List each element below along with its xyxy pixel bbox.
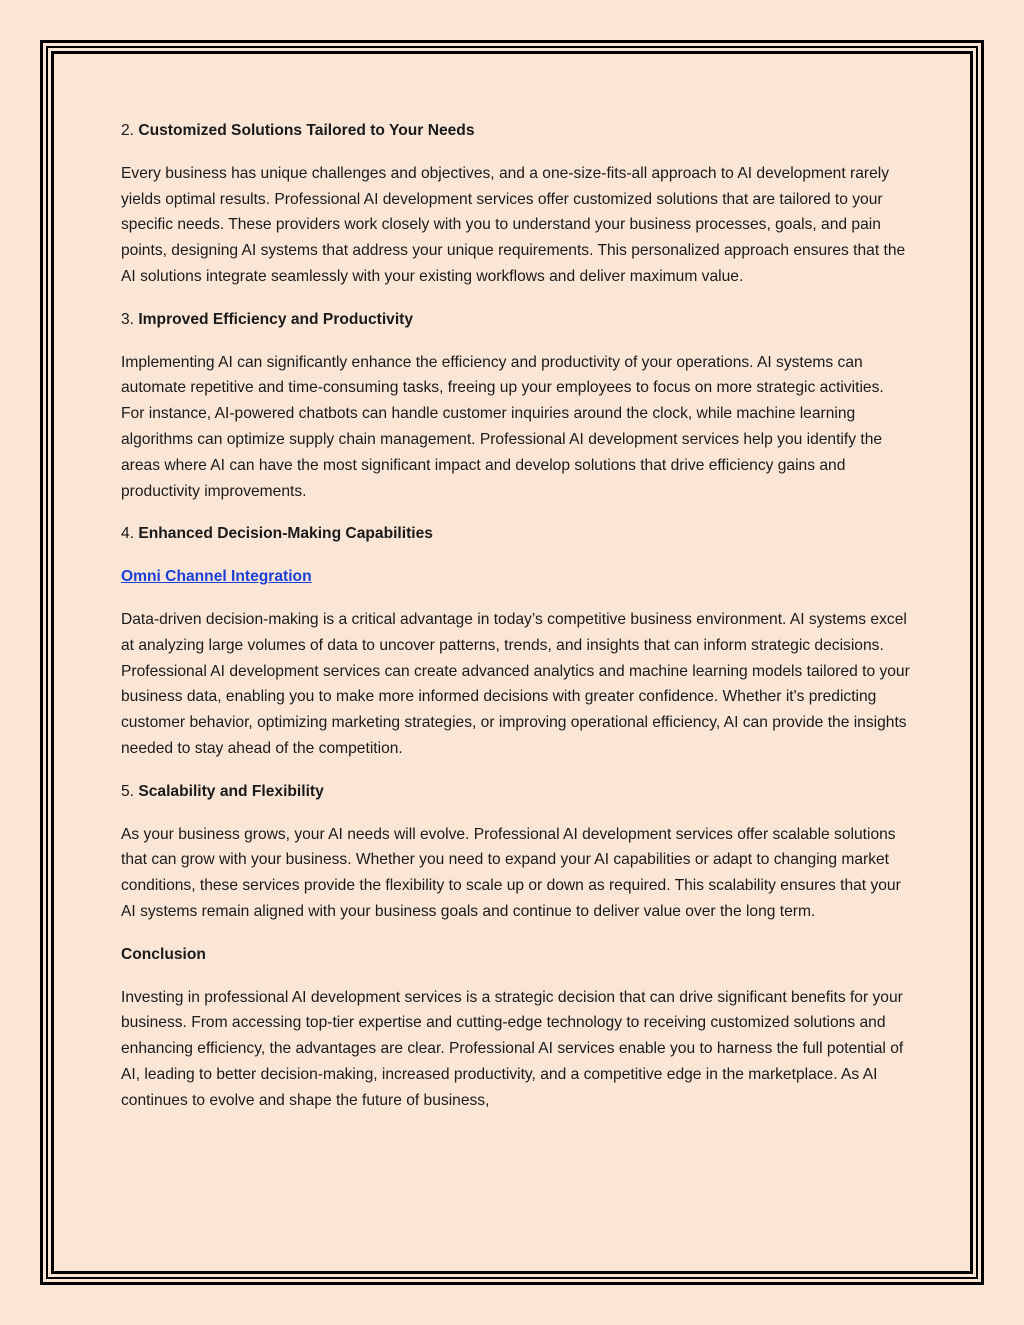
section-title: Conclusion: [121, 945, 206, 963]
section-number: 3.: [121, 310, 139, 328]
section-heading-decision-making: [121, 521, 911, 547]
section-paragraph: Every business has unique challenges and objectives, and a one-size-fits-all approach to AI development rarely yields optimal results. Professional AI development services offer customized solutions that are tailored to your specific needs. These providers work closely with you to understand your business processes, goals, and pain points, designing AI systems that address your unique requirements. This personalized approach ensures that the AI solutions integrate seamlessly with your existing workflows and deliver maximum value.: [121, 164, 906, 285]
section-paragraph: Implementing AI can significantly enhance the efficiency and productivity of your operations. AI systems can automate repetitive and time-consuming tasks, freeing up your employees to focus on more strategic activities. For instance, AI-powered chatbots can handle customer inquiries around the clock, while machine learning algorithms can optimize supply chain management. Professional AI development services help you identify the areas where AI can have the most significant impact and develop solutions that drive efficiency gains and productivity improvements.: [121, 353, 884, 500]
section-heading-scalability: [121, 779, 911, 805]
section-title: Customized Solutions Tailored to Your Needs: [138, 122, 475, 139]
section-paragraph: Data-driven decision-making is a critical advantage in today’s competitive business environment. AI systems excel at analyzing large volumes of data to uncover patterns, trends, and insights that can inform strategic decisions. Professional AI development services can create advanced analytics and machine learning models tailored to your business data, enabling you to make more informed decisions with greater confidence. Whether it's predicting customer behavior, optimizing marketing strategies, or improving operational efficiency, AI can provide the insights needed to stay ahead of the competition.: [121, 610, 910, 757]
document-body: [121, 118, 911, 1131]
section-heading-improved-efficiency: [121, 307, 911, 333]
section-title: Enhanced Decision-Making Capabilities: [138, 525, 433, 543]
section-heading-conclusion: [121, 942, 911, 968]
section-number: 2.: [121, 122, 139, 139]
omni-channel-integration-link[interactable]: Omni Channel Integration: [121, 568, 312, 586]
section-title: Improved Efficiency and Productivity: [138, 310, 414, 328]
section-paragraph: As your business grows, your AI needs will evolve. Professional AI development services offer scalable solutions that can grow with your business. Whether you need to expand your AI capabilities or adapt to changing market conditions, these services provide the flexibility to scale up or down as required. This scalability ensures that your AI systems remain aligned with your business goals and continue to deliver value over the long term.: [121, 825, 901, 920]
section-number: 5.: [121, 782, 139, 800]
section-number: 4.: [121, 525, 139, 543]
section-title: Scalability and Flexibility: [138, 782, 324, 800]
link-paragraph: [121, 564, 911, 590]
section-heading-customized-solutions: [121, 118, 911, 144]
section-paragraph: Investing in professional AI development services is a strategic decision that can drive significant benefits for your business. From accessing top-tier expertise and cutting-edge technology to receiving customized solutions and enhancing efficiency, the advantages are clear. Professional AI services enable you to harness the full potential of AI, leading to better decision-making, increased productivity, and a competitive edge in the marketplace. As AI continues to evolve and shape the future of business,: [121, 988, 904, 1109]
